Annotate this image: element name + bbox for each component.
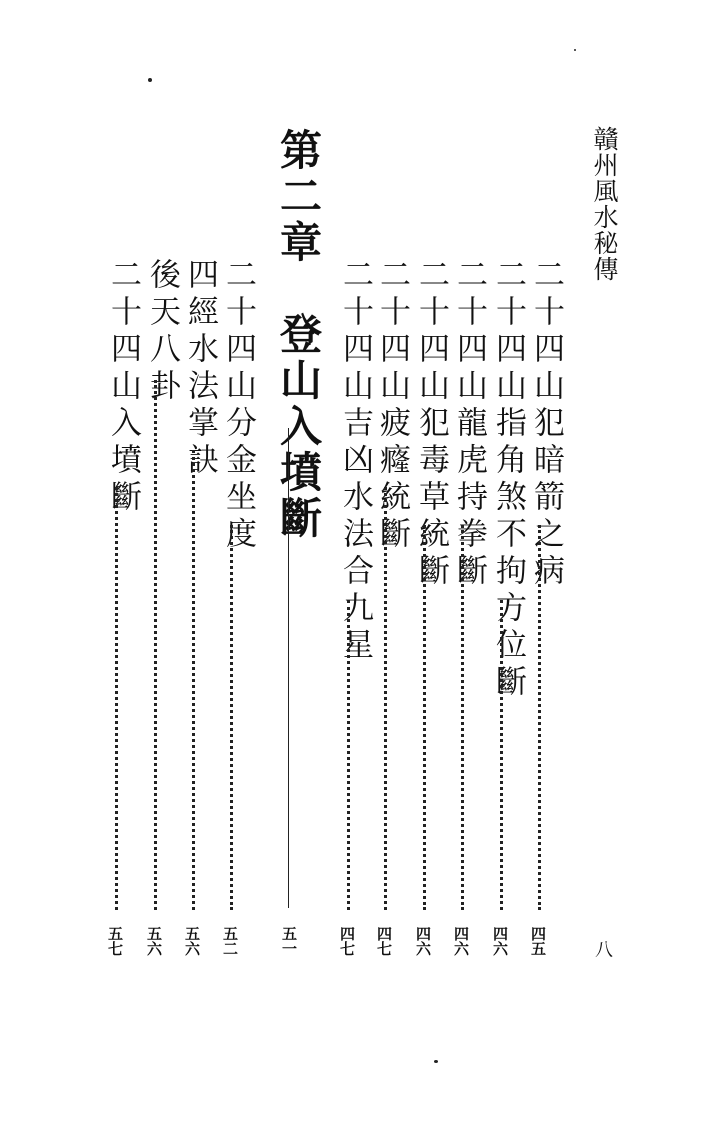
- toc-entry-title: 二十四山指角煞不拘方位斷: [490, 258, 526, 702]
- toc-entry-title: 四經水法掌訣: [182, 258, 218, 480]
- chapter-heading: 第二章 登山入墳斷: [274, 128, 323, 542]
- page-number: 八: [592, 940, 613, 958]
- dot-leader: [500, 600, 503, 910]
- dot-leader: [423, 525, 426, 910]
- toc-entry-page: 四七: [338, 926, 356, 956]
- toc-entry-title: 後天八卦: [144, 258, 180, 406]
- chapter-page: 五一: [280, 926, 298, 956]
- scan-speck: [148, 78, 152, 82]
- toc-entry-page: 四五: [529, 926, 547, 956]
- toc-entry-title: 二十四山龍虎持拳斷: [451, 258, 487, 591]
- toc-entry-title: 二十四山入墳斷: [105, 258, 141, 517]
- toc-entry-page: 五六: [183, 926, 201, 956]
- dot-leader: [538, 525, 541, 910]
- toc-entry-page: 五六: [145, 926, 163, 956]
- toc-entry-page: 五七: [106, 926, 124, 956]
- dot-leader: [192, 450, 195, 910]
- toc-entry-title: 二十四山吉凶水法合九星: [337, 258, 373, 665]
- dot-leader: [154, 380, 157, 910]
- toc-entry-title: 二十四山犯毒草統斷: [413, 258, 449, 591]
- dot-leader: [384, 487, 387, 910]
- toc-entry-page: 四七: [375, 926, 393, 956]
- toc-entry-title: 二十四山疲癃統斷: [374, 258, 410, 554]
- book-title: 贛州風水秘傳: [590, 126, 619, 282]
- toc-entry-title: 二十四山分金坐度: [220, 258, 256, 554]
- toc-entry-page: 四六: [414, 926, 432, 956]
- dot-leader: [347, 600, 350, 910]
- scan-speck: [434, 1060, 438, 1063]
- toc-entry-title: 二十四山犯暗箭之病: [528, 258, 564, 591]
- toc-entry-page: 五二: [221, 926, 239, 956]
- chapter-leader-line: [288, 428, 289, 908]
- dot-leader: [230, 525, 233, 910]
- toc-entry-page: 四六: [452, 926, 470, 956]
- dot-leader: [115, 487, 118, 910]
- scan-speck: [574, 49, 576, 51]
- dot-leader: [461, 525, 464, 910]
- toc-entry-page: 四六: [491, 926, 509, 956]
